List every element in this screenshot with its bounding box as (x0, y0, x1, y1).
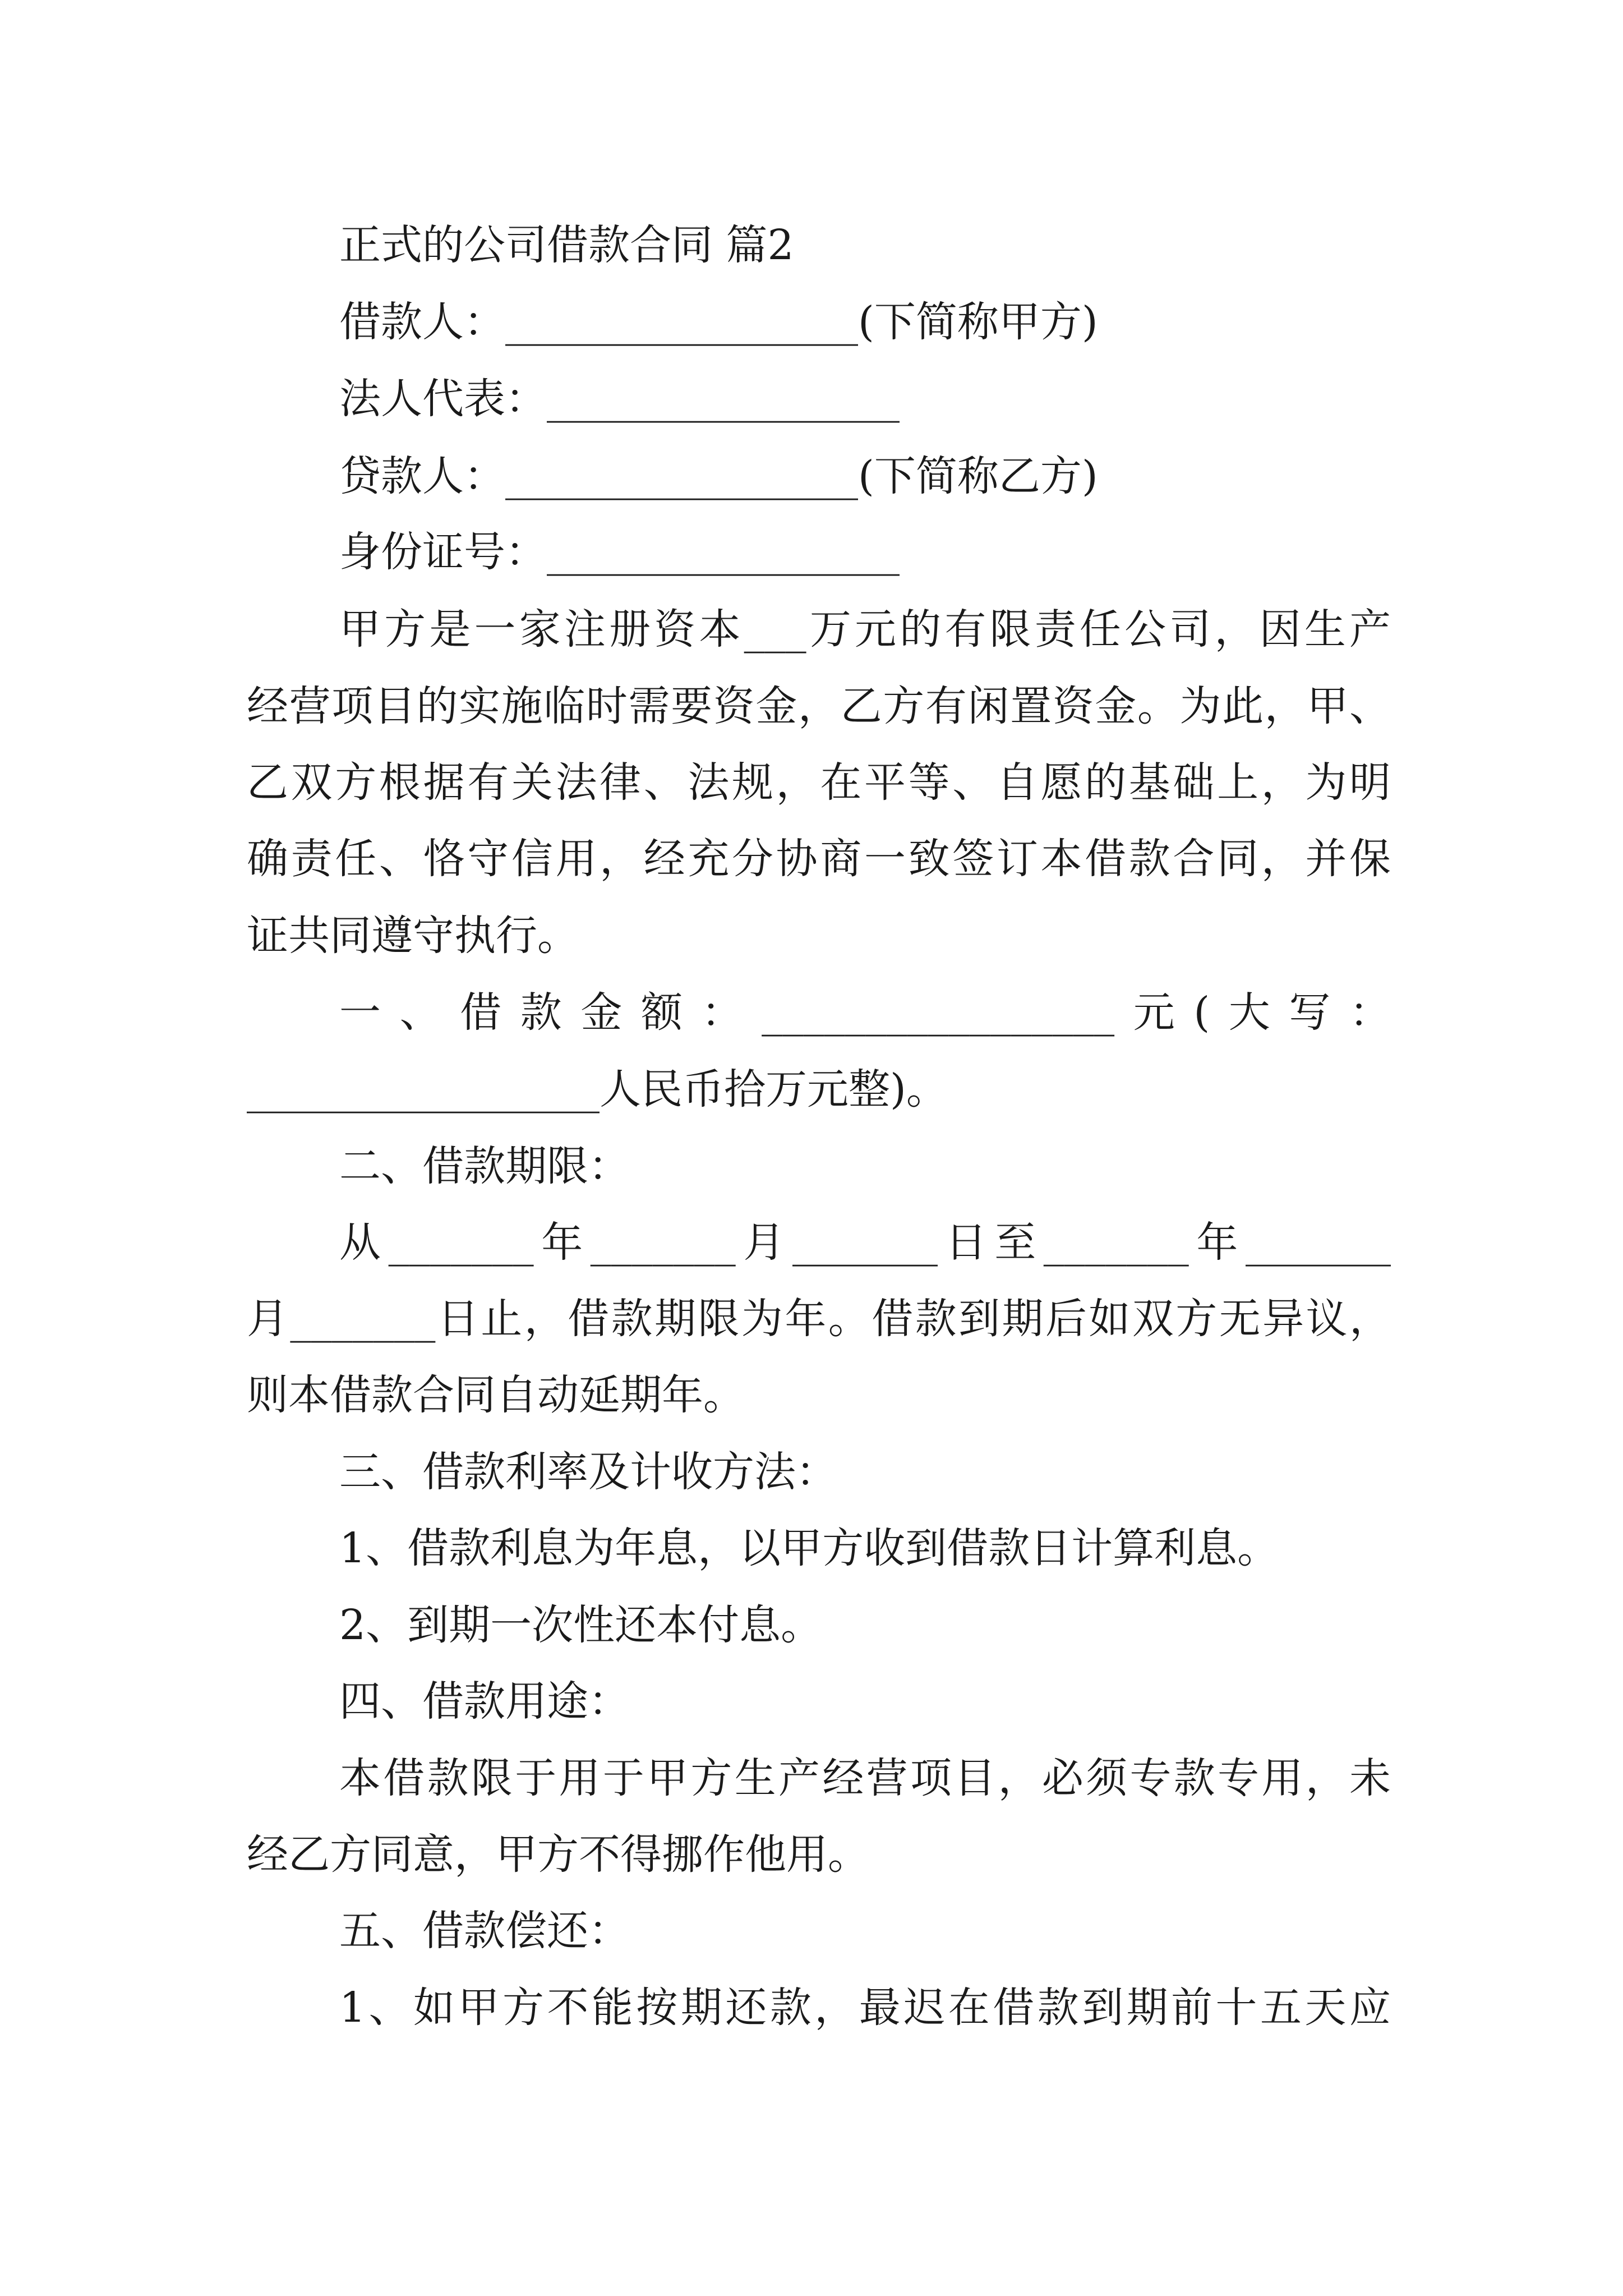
document-line: 2、到期一次性还本付息。 (339, 1601, 823, 1649)
document-line: 四、借款用途： (339, 1677, 630, 1726)
document-line: 1、如甲方不能按期还款，最迟在借款到期前十五天应 (339, 1984, 1391, 2032)
document-line: _________________人民币拾万元整)。 (247, 1065, 948, 1114)
document-line: 三、借款利率及计收方法： (339, 1448, 837, 1496)
document-line: 贷款人：_________________(下简称乙方) (339, 452, 1098, 500)
document-line: 经乙方同意，甲方不得挪作他用。 (247, 1830, 869, 1879)
document-line: 一、借款金额：_________________元(大写： (339, 988, 1391, 1037)
document-line: 本借款限于用于甲方生产经营项目，必须专款专用，未 (339, 1754, 1391, 1802)
document-line: 月_______日止，借款期限为年。借款到期后如双方无异议， (247, 1295, 1391, 1343)
document-line: 借款人：_________________(下简称甲方) (339, 298, 1098, 346)
document-line: 身份证号：_________________ (339, 528, 900, 576)
document-line: 证共同遵守执行。 (247, 912, 579, 960)
document-line: 经营项目的实施临时需要资金，乙方有闲置资金。为此，甲、 (247, 682, 1391, 730)
document-line: 乙双方根据有关法律、法规，在平等、自愿的基础上，为明 (247, 758, 1391, 807)
document-line: 五、借款偿还： (339, 1907, 630, 1955)
document-line: 从_______年_______月_______日至_______年_______ (339, 1218, 1391, 1267)
document-line: 二、借款期限： (339, 1142, 630, 1190)
document-line: 1、借款利息为年息，以甲方收到借款日计算利息。 (339, 1524, 1279, 1572)
document-line: 正式的公司借款合同 篇2 (339, 221, 794, 269)
document-line: 法人代表：_________________ (339, 375, 900, 423)
document-line: 确责任、恪守信用，经充分协商一致签订本借款合同，并保 (247, 835, 1391, 883)
document-line: 则本借款合同自动延期年。 (247, 1371, 745, 1419)
document-line: 甲方是一家注册资本___万元的有限责任公司，因生产 (339, 605, 1391, 654)
